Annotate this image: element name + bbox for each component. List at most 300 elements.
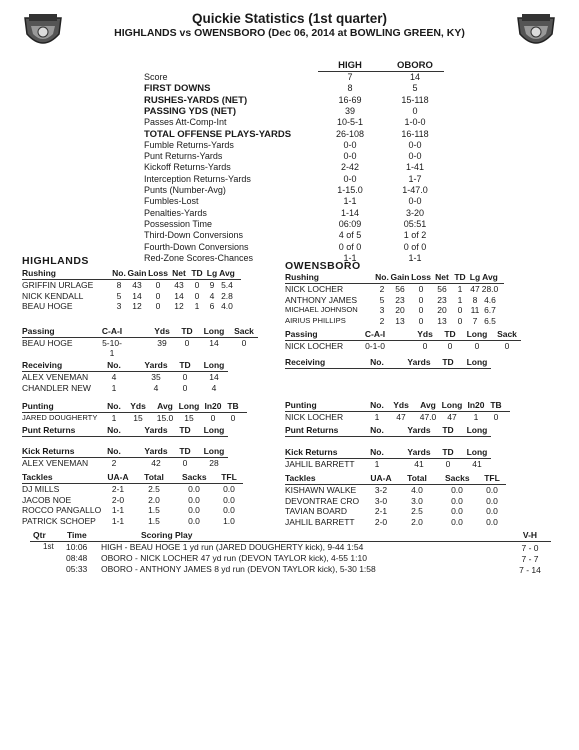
team-stat-label: Passes Att-Comp-Int [144, 117, 227, 128]
scoring-qtr-header: Qtr [33, 530, 46, 540]
passing-header-3: TD [444, 329, 456, 339]
receiving-cell: 0 [182, 372, 188, 382]
tackles-cell: 0.0 [223, 505, 235, 515]
punt_returns-header-4: Long [203, 425, 225, 435]
rushing-header-1: No. [112, 268, 126, 278]
tackles-cell: 1.5 [148, 515, 160, 526]
team-stat-label: Penalties-Yards [144, 207, 207, 218]
team-stat-away: 0 of 0 [403, 241, 427, 252]
kick_returns-header-1: No. [370, 447, 384, 457]
receiving-header-3: TD [179, 360, 191, 370]
team-stat-label: Possession Time [144, 218, 213, 229]
rushing-cell: 43 [174, 280, 184, 290]
punting-header-6: TB [227, 401, 239, 411]
rushing-cell: 13 [437, 315, 447, 326]
team-stat-away: 16-118 [401, 128, 429, 139]
punting-cell: 0 [493, 412, 499, 422]
tackles-cell: 0.0 [486, 495, 498, 506]
team-stat-label: Fumble Returns-Yards [144, 139, 234, 150]
kick_returns-cell: 41 [472, 459, 482, 469]
rushing-cell: 56 [395, 284, 405, 294]
team-stat-row [0, 72, 579, 83]
team-stat-label: Third-Down Conversions [144, 230, 244, 241]
passing-cell: 0 [474, 341, 480, 351]
tackles-header-1: UA-A [107, 472, 129, 482]
rushing-cell: 0 [194, 290, 200, 301]
tackles-header-3: Sacks [445, 473, 470, 483]
receiving-cell: CHANDLER NEW [22, 382, 91, 393]
rushing-cell: 0 [194, 280, 200, 290]
tackles-cell: JAHLIL BARRETT [285, 516, 355, 527]
receiving-header-4: Long [466, 357, 488, 367]
scoring-play: HIGH - BEAU HOGE 1 yd run (JARED DOUGHERTY kick), 9-44 1:54 [101, 542, 364, 552]
rushing-cell: 14 [174, 290, 184, 301]
receiving-header-0: Receiving [285, 357, 326, 367]
rushing-cell: ANTHONY JAMES [285, 294, 358, 305]
rushing-cell: 0 [418, 294, 424, 305]
tackles-cell: 2-1 [111, 484, 125, 494]
rushing-cell: GRIFFIN URLAGE [22, 280, 94, 290]
tackles-cell: TAVIAN BOARD [285, 506, 348, 516]
rushing-cell: 13 [395, 315, 405, 326]
tackles-cell: 2.0 [148, 494, 160, 505]
team-stat-label: Kickoff Returns-Yards [144, 162, 231, 173]
team-stat-label: TOTAL OFFENSE PLAYS-YARDS [144, 128, 292, 140]
rushing-header-5: TD [191, 268, 203, 278]
team-stat-home: 4 of 5 [338, 230, 362, 241]
punting-header-1: No. [370, 400, 384, 410]
scoring-time-header: Time [67, 530, 87, 540]
tackles-cell: 0.0 [451, 495, 463, 506]
punting-header-3: Avg [420, 400, 436, 410]
rushing-cell: 3 [116, 301, 122, 311]
rushing-header-5: TD [454, 272, 466, 282]
rushing-cell: 2 [379, 284, 385, 294]
team-stat-home: 0-0 [343, 151, 357, 162]
highlands-team-name: HIGHLANDS [22, 255, 89, 267]
rushing-cell: 5 [379, 294, 385, 305]
team-stat-home: 26-108 [335, 128, 365, 139]
rushing-cell: 14 [132, 290, 142, 301]
passing-header-5: Sack [497, 329, 517, 339]
punting-header-6: TB [490, 400, 502, 410]
team-stat-row [0, 162, 579, 173]
punting-header-2: Yds [130, 401, 146, 411]
receiving-cell: 0 [182, 382, 188, 393]
tackles-header-0: Tackles [22, 472, 53, 482]
team-stat-away: 15-118 [401, 94, 429, 105]
punting-cell: 15 [133, 413, 143, 423]
team-stat-label: Fumbles-Lost [144, 196, 199, 207]
tackles-cell: 0.0 [486, 485, 498, 495]
rushing-cell: 1 [457, 284, 463, 294]
rushing-cell: 5 [116, 290, 122, 301]
tackles-cell: 4.0 [411, 485, 423, 495]
tackles-cell: DJ MILLS [22, 484, 60, 494]
team-stat-away: 0-0 [408, 151, 422, 162]
team-stat-away: 3-20 [405, 207, 424, 218]
passing-header-0: Passing [285, 329, 318, 339]
team-stat-label: FIRST DOWNS [144, 83, 211, 95]
tackles-cell: 0.0 [451, 485, 463, 495]
receiving-header-2: Yards [407, 357, 431, 367]
kick_returns-cell: 1 [374, 459, 380, 469]
kick_returns-header-3: TD [179, 446, 191, 456]
passing-header-0: Passing [22, 326, 55, 336]
scoring-time: 08:48 [66, 553, 88, 563]
passing-header-4: Long [203, 326, 225, 336]
punt_returns-header-3: TD [442, 425, 454, 435]
scoring-score: 7 - 0 [521, 543, 539, 553]
tackles-cell: 0.0 [188, 494, 200, 505]
rushing-cell: 11 [470, 305, 480, 315]
team-stat-row [0, 185, 579, 196]
tackles-header-4: TFL [221, 472, 237, 482]
punting-header-2: Yds [393, 400, 409, 410]
team-stat-away: 1-1 [408, 252, 422, 263]
tackles-cell: 0.0 [451, 506, 463, 516]
rushing-cell: 6 [209, 301, 215, 311]
tackles-header-3: Sacks [182, 472, 207, 482]
punting-cell: 1 [473, 412, 479, 422]
rushing-cell: 23 [395, 294, 405, 305]
tackles-cell: 3-0 [374, 495, 388, 506]
tackles-cell: 2.5 [411, 506, 423, 516]
rushing-header-3: Loss [148, 268, 168, 278]
rushing-cell: 23 [437, 294, 447, 305]
kick_returns-header-0: Kick Returns [285, 447, 338, 457]
kick_returns-cell: 42 [151, 458, 161, 468]
rushing-header-3: Loss [411, 272, 431, 282]
kick_returns-header-0: Kick Returns [22, 446, 75, 456]
scoring-vh-header: V-H [522, 530, 538, 540]
tackles-header-2: Total [144, 472, 164, 482]
tackles-header-2: Total [407, 473, 427, 483]
team-stat-away: 1-41 [405, 162, 424, 173]
tackles-cell: 0.0 [486, 516, 498, 527]
punting-header-0: Punting [22, 401, 54, 411]
team-stat-home: 16-69 [338, 94, 362, 105]
rushing-cell: 12 [132, 301, 142, 311]
receiving-header-0: Receiving [22, 360, 63, 370]
team-stat-label: Punt Returns-Yards [144, 151, 223, 162]
passing-header-1: C-A-I [101, 326, 123, 336]
tackles-header-1: UA-A [370, 473, 392, 483]
tackles-cell: 2-0 [111, 494, 125, 505]
rushing-cell: MICHAEL JOHNSON [285, 305, 358, 314]
punt_returns-header-1: No. [107, 425, 121, 435]
punting-cell: 47 [396, 412, 406, 422]
tackles-cell: ROCCO PANGALLO [22, 505, 102, 515]
receiving-cell: 14 [209, 372, 219, 382]
rushing-cell: 0 [418, 315, 424, 326]
team-stat-away: 14 [409, 72, 420, 82]
team-stat-away: 1 of 2 [403, 230, 427, 241]
rushing-cell: 2.8 [221, 290, 233, 301]
team-stat-label: Red-Zone Scores-Chances [144, 252, 254, 263]
scoring-play-header: Scoring Play [141, 530, 193, 540]
team-stat-row [0, 230, 579, 241]
team-stat-row [0, 83, 579, 94]
rushing-header-7: Avg [219, 268, 235, 278]
team-stat-label: Interception Returns-Yards [144, 173, 251, 184]
team-stat-home: 0-0 [343, 173, 357, 184]
rushing-cell: 8 [472, 294, 478, 305]
kick_returns-header-4: Long [466, 447, 488, 457]
punt_returns-header-3: TD [179, 425, 191, 435]
rushing-cell: 56 [437, 284, 447, 294]
rushing-cell: 47 [470, 284, 480, 294]
receiving-header-3: TD [442, 357, 454, 367]
receiving-cell: 4 [211, 382, 217, 393]
kick_returns-cell: 2 [111, 458, 117, 468]
kick_returns-cell: JAHLIL BARRETT [285, 459, 355, 469]
tackles-header-0: Tackles [285, 473, 316, 483]
rushing-header-4: Net [435, 272, 449, 282]
team-stat-away: 0 [412, 105, 418, 116]
rushing-cell: 9 [209, 280, 215, 290]
passing-cell: 39 [157, 338, 167, 348]
team-stat-home: 39 [344, 105, 355, 116]
tackles-cell: 0.0 [188, 484, 200, 494]
rushing-cell: 0 [418, 305, 424, 315]
kick_returns-cell: 0 [182, 458, 188, 468]
team-stat-home: 7 [347, 72, 353, 82]
passing-cell: 14 [209, 338, 219, 348]
tackles-cell: 3-2 [374, 485, 388, 495]
rushing-cell: 28.0 [481, 284, 499, 294]
team-stat-home: 1-14 [340, 207, 359, 218]
punting-cell: JARED DOUGHERTY [22, 413, 98, 422]
scoring-time: 10:06 [66, 542, 88, 552]
rushing-cell: 8 [116, 280, 122, 290]
kick_returns-header-1: No. [107, 446, 121, 456]
team-stat-home: 2-42 [340, 162, 359, 173]
rushing-cell: 1 [194, 301, 200, 311]
team-stat-row [0, 140, 579, 151]
rushing-cell: 7 [472, 315, 478, 326]
punting-cell: NICK LOCHER [285, 412, 344, 422]
rushing-cell: 5.4 [221, 280, 233, 290]
rushing-cell: 4.6 [484, 294, 496, 305]
rushing-cell: 6.7 [484, 305, 496, 315]
tackles-cell: 1-1 [111, 505, 125, 515]
rushing-cell: 1 [457, 294, 463, 305]
team-stats-header [0, 60, 579, 71]
scoring-qtr: 1st [43, 542, 54, 551]
col-home-header: HIGH [338, 60, 362, 71]
punt_returns-header-1: No. [370, 425, 384, 435]
receiving-cell: 1 [111, 382, 117, 393]
punting-cell: 47 [447, 412, 457, 422]
tackles-cell: 2-1 [374, 506, 388, 516]
punting-header-4: Long [178, 401, 200, 411]
rushing-cell: 6.5 [484, 315, 496, 326]
tackles-cell: 0.0 [486, 506, 498, 516]
receiving-cell: 35 [151, 372, 161, 382]
kick_returns-cell: ALEX VENEMAN [22, 458, 89, 468]
scoring-time: 05:33 [66, 564, 88, 574]
team-stat-label: RUSHES-YARDS (NET) [144, 94, 248, 106]
team-stat-away: 5 [412, 83, 418, 94]
rushing-cell: 43 [132, 280, 142, 290]
team-stat-home: 10-5-1 [336, 117, 363, 128]
kick_returns-header-2: Yards [144, 446, 168, 456]
punting-header-3: Avg [157, 401, 173, 411]
rushing-cell: AIRIUS PHILLIPS [285, 315, 346, 325]
punt_returns-header-2: Yards [144, 425, 168, 435]
passing-cell: 0 [447, 341, 453, 351]
punting-header-5: In20 [467, 400, 485, 410]
passing-header-2: Yds [417, 329, 433, 339]
passing-cell: 0 [504, 341, 510, 351]
tackles-cell: JACOB NOE [22, 494, 72, 505]
receiving-rule [285, 368, 491, 369]
owensboro-team-name: OWENSBORO [285, 260, 361, 272]
scoring-play: OBORO - ANTHONY JAMES 8 yd run (DEVON TAYLOR kick), 5-30 1:58 [101, 564, 376, 574]
punt_returns-rule [22, 436, 228, 437]
tackles-cell: 2.0 [411, 516, 423, 527]
rushing-header-0: Rushing [285, 272, 319, 282]
team-stat-row [0, 242, 579, 253]
team-stat-away: 0-0 [408, 139, 422, 150]
team-stat-row [0, 208, 579, 219]
rushing-cell: 0 [457, 315, 463, 326]
team-stat-row [0, 219, 579, 230]
team-stat-row [0, 196, 579, 207]
punting-header-4: Long [441, 400, 463, 410]
tackles-cell: 2.5 [148, 484, 160, 494]
passing-cell: NICK LOCHER [285, 341, 344, 351]
punt_returns-header-0: Punt Returns [22, 425, 76, 435]
kick_returns-header-3: TD [442, 447, 454, 457]
team-stat-row [0, 151, 579, 162]
team-stat-label: Fourth-Down Conversions [144, 241, 249, 252]
tackles-cell: PATRICK SCHOEP [22, 515, 96, 526]
receiving-header-4: Long [203, 360, 225, 370]
kick_returns-cell: 41 [414, 459, 424, 469]
passing-cell: 5-10-1 [102, 338, 122, 358]
rushing-header-7: Avg [482, 272, 498, 282]
punt_returns-rule [285, 436, 491, 437]
col-away-header: OBORO [397, 60, 433, 71]
team-stat-away: 1-7 [408, 173, 422, 184]
rushing-header-6: Lg [469, 272, 481, 282]
tackles-header-4: TFL [484, 473, 500, 483]
tackles-cell: 0.0 [451, 516, 463, 527]
team-stat-row [0, 129, 579, 140]
passing-header-2: Yds [154, 326, 170, 336]
passing-header-5: Sack [234, 326, 254, 336]
scoring-score: 7 - 7 [521, 554, 539, 564]
punting-header-0: Punting [285, 400, 317, 410]
receiving-header-1: No. [370, 357, 384, 367]
kick_returns-header-4: Long [203, 446, 225, 456]
punting-cell: 0 [210, 413, 216, 423]
receiving-cell: 4 [111, 372, 117, 382]
kick_returns-header-2: Yards [407, 447, 431, 457]
punt_returns-header-2: Yards [407, 425, 431, 435]
team-stat-home: 8 [347, 83, 353, 94]
tackles-cell: 0.0 [223, 494, 235, 505]
team-stat-home: 0-0 [343, 139, 357, 150]
passing-header-3: TD [181, 326, 193, 336]
scoring-score: 7 - 14 [519, 565, 541, 575]
punt_returns-header-4: Long [466, 425, 488, 435]
team-stat-away: 1-0-0 [404, 117, 426, 128]
tackles-cell: 2-0 [374, 516, 388, 527]
passing-cell: 0 [422, 341, 428, 351]
team-stat-label: Score [144, 72, 168, 82]
tackles-cell: 1.0 [223, 515, 235, 526]
receiving-cell: 4 [153, 382, 159, 393]
passing-header-1: C-A-I [364, 329, 386, 339]
kick_returns-cell: 28 [209, 458, 219, 468]
team-stat-home: 1-1 [343, 196, 357, 207]
receiving-header-2: Yards [144, 360, 168, 370]
passing-header-4: Long [466, 329, 488, 339]
rushing-header-0: Rushing [22, 268, 56, 278]
rushing-cell: 4 [209, 290, 215, 301]
team-stat-away: 1-47.0 [402, 185, 428, 195]
team-stat-row [0, 106, 579, 117]
rushing-cell: BEAU HOGE [22, 301, 73, 311]
team-stat-home: 0 of 0 [338, 241, 362, 252]
rushing-cell: 0 [457, 305, 463, 315]
team-stat-away: 05:51 [403, 218, 427, 229]
rushing-cell: 2 [379, 315, 385, 326]
tackles-cell: 3.0 [411, 495, 423, 506]
tackles-cell: DEVONTRAE CRO [285, 495, 360, 506]
report-subtitle: HIGHLANDS vs OWENSBORO (Dec 06, 2014 at BOWLING GREEN, KY) [114, 27, 465, 39]
passing-cell: 0 [241, 338, 247, 348]
punting-cell: 0 [230, 413, 236, 423]
rushing-cell: 0 [155, 301, 161, 311]
team-stat-label: PASSING YDS (NET) [144, 105, 237, 117]
rushing-cell: NICK KENDALL [22, 290, 84, 301]
rushing-cell: 3 [379, 305, 385, 315]
rushing-cell: 4.0 [221, 301, 233, 311]
rushing-header-2: Gain [390, 272, 410, 282]
rushing-cell: 0 [155, 280, 161, 290]
punting-cell: 1 [111, 413, 117, 423]
punting-header-5: In20 [204, 401, 222, 411]
punting-cell: 47.0 [419, 412, 437, 422]
team-stat-home: 1-1 [343, 252, 357, 263]
team-stat-home: 1-15.0 [337, 185, 363, 195]
receiving-header-1: No. [107, 360, 121, 370]
punting-cell: 15 [184, 413, 194, 423]
report-title: Quickie Statistics (1st quarter) [191, 11, 388, 26]
kick_returns-cell: 0 [445, 459, 451, 469]
passing-cell: BEAU HOGE [22, 338, 73, 348]
passing-cell: 0-1-0 [365, 341, 385, 351]
tackles-cell: 1.5 [148, 505, 160, 515]
rushing-cell: 0 [418, 284, 424, 294]
team-stat-row [0, 174, 579, 185]
team-stat-away: 0-0 [408, 196, 422, 207]
receiving-cell: ALEX VENEMAN [22, 372, 89, 382]
punt_returns-header-0: Punt Returns [285, 425, 339, 435]
punting-cell: 15.0 [156, 413, 174, 423]
team-stat-row [0, 117, 579, 128]
team-stat-label: Punts (Number-Avg) [144, 185, 226, 195]
punting-cell: 1 [374, 412, 380, 422]
rushing-cell: NICK LOCHER [285, 284, 344, 294]
rushing-header-6: Lg [206, 268, 218, 278]
rushing-header-4: Net [172, 268, 186, 278]
rushing-cell: 20 [395, 305, 405, 315]
